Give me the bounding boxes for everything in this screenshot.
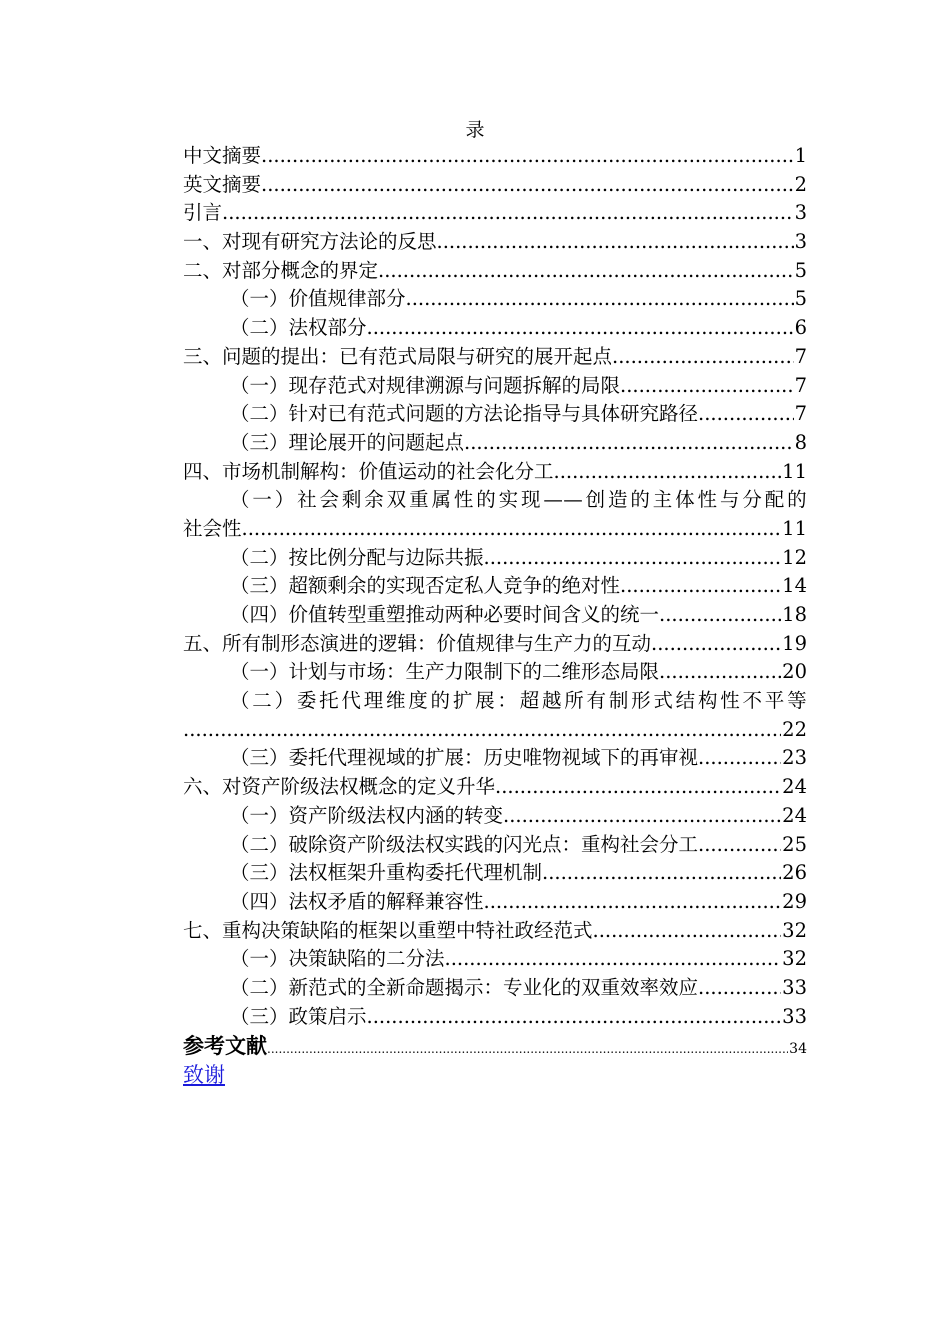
dot-leader xyxy=(445,945,782,974)
toc-subentry[interactable] xyxy=(183,687,807,716)
toc-page-number: 1 xyxy=(794,144,807,167)
toc-page-number: 20 xyxy=(782,660,807,684)
toc-entry-label: （二）按比例分配与边际共振 xyxy=(230,545,484,569)
toc-entry[interactable] xyxy=(183,228,807,257)
toc-entry[interactable] xyxy=(183,142,807,171)
toc-entry-label: （二）新范式的全新命题揭示：专业化的双重效率效应 xyxy=(230,975,699,999)
toc-entry[interactable] xyxy=(183,773,807,802)
toc-subentry-continuation[interactable] xyxy=(183,515,807,544)
toc-page-number: 5 xyxy=(794,287,807,311)
dot-leader xyxy=(554,458,782,487)
toc-subentry[interactable] xyxy=(183,945,807,974)
toc-entry-label: （二）针对已有范式问题的方法论指导与具体研究路径 xyxy=(230,402,699,426)
dot-leader xyxy=(698,974,781,1003)
dot-leader xyxy=(437,228,794,257)
toc-entry-label: 一、对现有研究方法论的反思 xyxy=(183,230,437,254)
toc-page-number: 26 xyxy=(782,861,807,885)
toc-entry-label: 七、重构决策缺陷的框架以重塑中特社政经范式 xyxy=(183,918,593,942)
toc-page-number: 18 xyxy=(782,603,807,626)
toc-page-number: 19 xyxy=(782,631,807,655)
toc-page-number: 24 xyxy=(782,803,807,827)
toc-page-number: 6 xyxy=(794,316,807,340)
toc-subentry[interactable] xyxy=(183,831,807,860)
acknowledgement-link[interactable]: 致谢 xyxy=(183,1063,225,1087)
dot-leader xyxy=(612,343,794,372)
toc-entry-label: 三、问题的提出：已有范式局限与研究的展开起点 xyxy=(183,344,613,368)
toc-page-number: 7 xyxy=(794,402,807,426)
toc-entry[interactable] xyxy=(183,343,807,372)
dot-leader xyxy=(261,142,794,171)
dot-leader xyxy=(698,831,781,860)
toc-entry-label: 引言 xyxy=(183,201,223,225)
toc-page-number: 34 xyxy=(789,1041,807,1058)
table-of-contents xyxy=(183,142,807,1061)
toc-subentry[interactable] xyxy=(183,601,807,630)
toc-page-number: 11 xyxy=(782,459,807,483)
dot-leader xyxy=(367,1003,782,1032)
toc-subentry[interactable] xyxy=(183,429,807,458)
toc-entry-label: （一）决策缺陷的二分法 xyxy=(230,947,445,971)
toc-entry-label: 英文摘要 xyxy=(183,172,262,196)
dot-leader xyxy=(242,515,782,544)
toc-entry-label: （一）资产阶级法权内涵的转变 xyxy=(230,803,504,827)
dot-leader xyxy=(484,888,782,917)
toc-subentry[interactable] xyxy=(183,1003,807,1032)
toc-page-number: 7 xyxy=(794,373,807,397)
toc-entry-label: 四、市场机制解构：价值运动的社会化分工 xyxy=(183,459,554,483)
dot-leader xyxy=(659,658,781,687)
toc-entry[interactable] xyxy=(183,257,807,286)
toc-title: 录 xyxy=(465,119,485,141)
toc-entry-label: （三）理论展开的问题起点 xyxy=(230,430,465,454)
toc-subentry[interactable] xyxy=(183,859,807,888)
toc-entry-label: （二）法权部分 xyxy=(230,316,367,340)
toc-page-number: 33 xyxy=(782,975,807,999)
toc-entry-label: （三）政策启示 xyxy=(230,1004,367,1028)
toc-page-number: 8 xyxy=(794,430,807,454)
toc-page-number: 7 xyxy=(794,344,807,368)
toc-entry[interactable] xyxy=(183,171,807,200)
dot-leader xyxy=(542,859,781,888)
toc-subentry[interactable] xyxy=(183,285,807,314)
toc-page-number: 24 xyxy=(782,775,807,799)
toc-subentry[interactable] xyxy=(183,572,807,601)
toc-entry[interactable] xyxy=(183,458,807,487)
toc-entry-label: 中文摘要 xyxy=(183,144,262,167)
toc-page-number: 3 xyxy=(794,201,807,225)
toc-page-number: 11 xyxy=(782,516,807,540)
toc-page-number: 14 xyxy=(782,574,807,598)
dot-leader xyxy=(495,773,781,802)
toc-entry[interactable] xyxy=(183,630,807,659)
toc-subentry[interactable] xyxy=(183,658,807,687)
toc-subentry[interactable] xyxy=(183,314,807,343)
dot-leader xyxy=(367,314,794,343)
toc-page-number: 32 xyxy=(782,918,807,942)
toc-entry-label: （四）法权矛盾的解释兼容性 xyxy=(230,889,484,913)
dot-leader xyxy=(267,1034,788,1061)
toc-entry-label: （三）法权框架升重构委托代理机制 xyxy=(230,861,543,885)
toc-entry-label: 六、对资产阶级法权概念的定义升华 xyxy=(183,775,496,799)
toc-entry-label: （一）社会剩余双重属性的实现——创造的主体性与分配的 xyxy=(230,488,807,512)
toc-page-number: 25 xyxy=(782,832,807,856)
toc-page-number: 33 xyxy=(782,1004,807,1028)
toc-entry-label: （一）价值规律部分 xyxy=(230,287,406,311)
dot-leader xyxy=(698,744,781,773)
toc-subentry[interactable] xyxy=(183,744,807,773)
toc-subentry[interactable] xyxy=(183,372,807,401)
toc-entry[interactable] xyxy=(183,199,807,228)
toc-subentry[interactable] xyxy=(183,400,807,429)
dot-leader xyxy=(406,285,794,314)
dot-leader xyxy=(464,429,794,458)
toc-entry-label: （一）计划与市场：生产力限制下的二维形态局限 xyxy=(230,660,660,684)
toc-entry-label: （一）现存范式对规律溯源与问题拆解的局限 xyxy=(230,373,621,397)
references-label: 参考文献 xyxy=(183,1034,267,1059)
toc-entry-label: （三）超额剩余的实现否定私人竞争的绝对性 xyxy=(230,574,621,598)
toc-page-number: 32 xyxy=(782,947,807,971)
toc-entry-label: （二）委托代理维度的扩展：超越所有制形式结构性不平等 xyxy=(230,689,807,713)
toc-page-number: 22 xyxy=(782,717,807,741)
dot-leader xyxy=(484,544,782,573)
dot-leader xyxy=(378,257,794,286)
toc-entry-label-continuation: 社会性 xyxy=(183,516,242,540)
dot-leader xyxy=(620,572,781,601)
toc-entry-label: （二）破除资产阶级法权实践的闪光点：重构社会分工 xyxy=(230,832,699,856)
dot-leader xyxy=(503,802,781,831)
dot-leader xyxy=(620,372,794,401)
toc-references-entry[interactable] xyxy=(183,1031,807,1061)
dot-leader xyxy=(651,630,781,659)
toc-page-number: 12 xyxy=(782,545,807,569)
toc-page-number: 5 xyxy=(794,258,807,282)
toc-page-number: 29 xyxy=(782,889,807,913)
toc-subentry[interactable] xyxy=(183,486,807,515)
dot-leader xyxy=(593,917,782,946)
toc-page-number: 3 xyxy=(794,230,807,254)
dot-leader xyxy=(222,199,794,228)
dot-leader xyxy=(261,171,794,200)
toc-subentry[interactable] xyxy=(183,888,807,917)
toc-entry[interactable] xyxy=(183,917,807,946)
toc-subentry[interactable] xyxy=(183,544,807,573)
toc-entry-label: 二、对部分概念的界定 xyxy=(183,258,379,282)
toc-entry-label: （三）委托代理视域的扩展：历史唯物视域下的再审视 xyxy=(230,746,699,770)
toc-subentry-continuation[interactable] xyxy=(183,716,807,745)
toc-entry-label: 五、所有制形态演进的逻辑：价值规律与生产力的互动 xyxy=(183,631,652,655)
dot-leader xyxy=(659,601,781,630)
dot-leader xyxy=(183,716,781,745)
toc-page-number: 23 xyxy=(782,746,807,770)
toc-subentry[interactable] xyxy=(183,802,807,831)
toc-entry-label: （四）价值转型重塑推动两种必要时间含义的统一 xyxy=(230,603,660,626)
toc-page-number: 2 xyxy=(794,172,807,196)
dot-leader xyxy=(698,400,794,429)
toc-subentry[interactable] xyxy=(183,974,807,1003)
